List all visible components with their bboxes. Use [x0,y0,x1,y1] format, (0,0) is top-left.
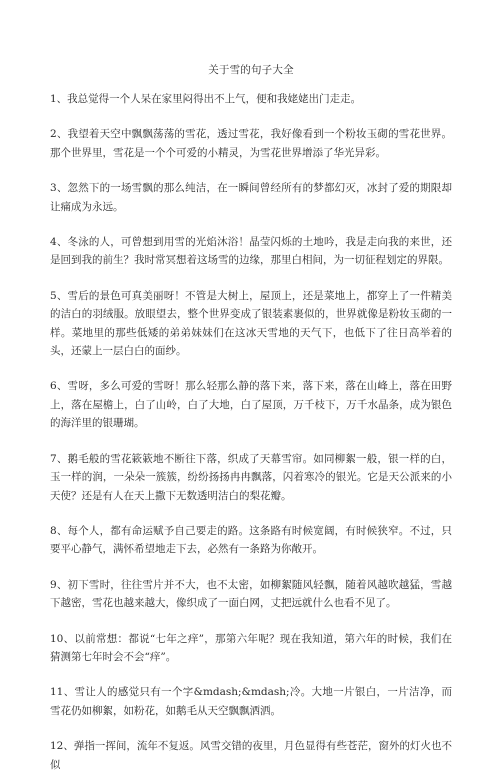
paragraph: 9、初下雪时，往往雪片并不大，也不太密，如柳絮随风轻飘，随着风越吹越猛，雪越下越密，雪花也越来越大，像织成了一面白网，丈把远就什么也看不见了。 [50,578,452,610]
paragraph: 1、我总觉得一个人呆在家里闷得出不上气，便和我姥姥出门走走。 [50,93,362,105]
paragraph: 10、以前常想：都说“七年之痒”，那第六年呢？现在我知道，第六年的时候，我们在猜测第七年时会不会“痒”。 [50,632,452,663]
document-title: 关于雪的句子大全 [208,64,294,76]
paragraph: 4、冬泳的人，可曾想到用雪的光焰沐浴！晶莹闪烁的土地吟，我是走向我的来世，还是回到我的前生？我时常冥想着这场雪的边缘，那里白相间，为一切征程划定的界限。 [50,236,452,267]
paragraph: 8、每个人，都有命运赋予自己要走的路。这条路有时候宽阔，有时候狭窄。不过，只要平心静气，满怀希望地走下去，必然有一条路为你敞开。 [50,524,452,556]
paragraph: 3、忽然下的一场雪飘的那么纯洁，在一瞬间曾经所有的梦都幻灭，冰封了爱的期限却让痛成为永远。 [50,182,452,213]
paragraph: 7、鹅毛般的雪花簌簌地不断往下落，织成了天幕雪帘。如同柳絮一般，银一样的白，玉一样的润，一朵朵一簇簇，纷纷扬扬冉冉飘落，闪着寒冷的银光。它是天公派来的小天使？还是有人在天上撒下无数透明洁白的梨花瓣。 [50,452,452,502]
paragraph: 6、雪呀，多么可爱的雪呀！那么轻那么静的落下来，落下来，落在山峰上，落在田野上，落在屋檐上，白了山岭，白了大地，白了屋顶，万千枝下，万千水晶条，成为银色的海洋里的银珊瑚。 [50,380,452,430]
paragraph: 11、雪让人的感觉只有一个字&mdash;&mdash;冷。大地一片银白，一片洁净，而雪花仍如柳絮，如粉花，如鹅毛从天空飘飘洒洒。 [50,686,452,717]
paragraph: 12、弹指一挥间，流年不复返。风雪交错的夜里，月色显得有些苍茫，窗外的灯火也不似 [50,740,452,771]
paragraph: 5、雪后的景色可真美丽呀！不管是大树上，屋顶上，还是菜地上，都穿上了一件精美的洁白的羽绒服。放眼望去，整个世界变成了银装素裹似的，世界就像是粉妆玉砌的一样。菜地里的那些低矮的弟弟妹妹们在这冰天雪地的天气下，也低下了往日高举着的头，还蒙上一层白白的面纱。 [50,289,452,358]
paragraph: 2、我望着天空中飘飘荡荡的雪花，透过雪花，我好像看到一个粉妆玉砌的雪花世界。那个世界里，雪花是一个个可爱的小精灵，为雪花世界增添了华光异彩。 [50,128,452,159]
